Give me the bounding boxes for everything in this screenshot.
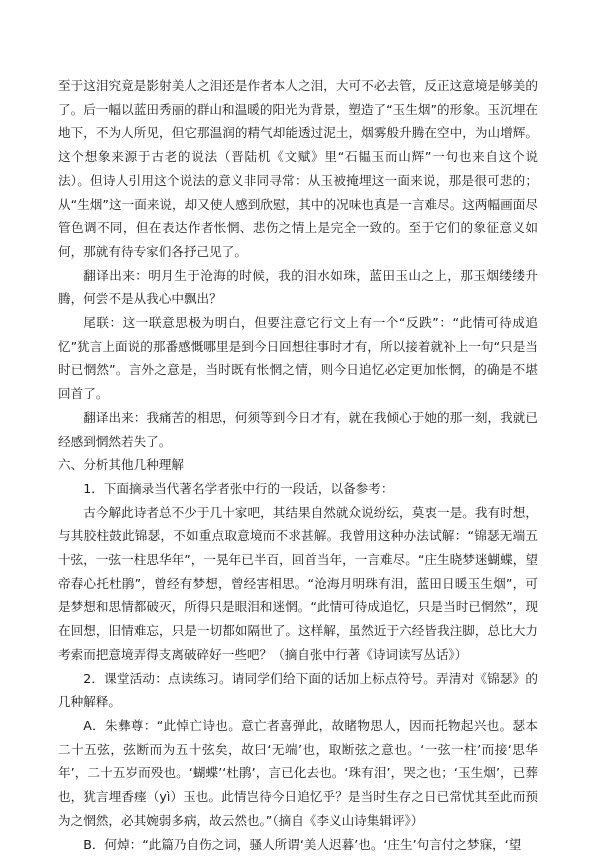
paragraph-option-a-zhu-yizun: A．朱彝尊：“此悼亡诗也。意亡者喜弹此，故睹物思人，因而托物起兴也。瑟本二十五弦，弦断而为五十弦矣，故曰‘无端’也，取断弦之意也。‘一弦一柱’而接‘思华年’，二十五岁而殁也。‘蝴蝶’‘杜鹃’，言已化去也。‘珠有泪’，哭之也；‘玉生烟’，已葬也，犹言埋香瘗（yì）玉也。此情岂待今日追忆乎？是当时生存之日已常忧其至此而预为之惘然，必其婉弱多病，故云然也。”（摘自《李义山诗集辑评》） [58, 714, 538, 833]
document-body [58, 74, 538, 856]
paragraph-final-couplet: 尾联：这一联意思极为明白，但要注意它行文上有一个“反跌”：“此情可待成追忆”犹言上面说的那番感慨哪里是到今日回想往事时才有，所以接着就补上一句“只是当时已惘然”。言外之意是，当时既有怅惘之情，则今日追忆必定更加怅惘，的确是不堪回首了。 [58, 311, 538, 406]
paragraph-pearl-jade-analysis: 至于这泪究竟是影射美人之泪还是作者本人之泪，大可不必去管，反正这意境是够美的了。后一幅以蓝田秀丽的群山和温暖的阳光为背景，塑造了“玉生烟”的形象。玉沉埋在地下，不为人所见，但它那温润的精气却能透过泥土，烟雾般升腾在空中，为山增辉。这个想象来源于古老的说法（晋陆机《文赋》里“石韫玉而山辉”一句也来自这个说法）。但诗人引用这个说法的意义非同寻常：从玉被掩埋这一面来说，那是很可悲的；从“生烟”这一面来说，却又使人感到欣慰，其中的况味也真是一言难尽。这两幅画面尽管色调不同，但在表达作者怅惘、悲伤之情上是完全一致的。至于它们的象征意义如何，那就有待专家们各抒己见了。 [58, 74, 538, 264]
paragraph-option-b-he-zhuo: B．何焯：“此篇乃自伤之词，骚人所谓‘美人迟暮’也。‘庄生’句言付之梦寐，‘望 [58, 833, 538, 856]
section-heading-other-interpretations: 六、分析其他几种理解 [58, 453, 538, 477]
paragraph-translation-final-couplet: 翻译出来：我痛苦的相思，何须等到今日才有，就在我倾心于她的那一刻，我就已经感到惘然若失了。 [58, 406, 538, 453]
paragraph-translation-neck-couplet: 翻译出来：明月生于沧海的时候，我的泪水如珠，蓝田玉山之上，那玉烟缕缕升腾，何尝不是从我心中飘出？ [58, 264, 538, 311]
paragraph-item-1-intro: 1．下面摘录当代著名学者张中行的一段话，以备参考： [58, 477, 538, 501]
paragraph-zhang-zhongxing-quote: 古今解此诗者总不少于几十家吧，其结果自然就众说纷纭，莫衷一是。我有时想，与其胶柱鼓此锦瑟，不如重点取意境而不求甚解。我曾用这种办法试解：“锦瑟无端五十弦，一弦一柱思华年”，一晃年已半百，回首当年，一言难尽。“庄生晓梦迷蝴蝶，望帝春心托杜鹃”，曾经有梦想，曾经害相思。“沧海月明珠有泪，蓝田日暖玉生烟”，可是梦想和思情都破灭，所得只是眼泪和迷惘。“此情可待成追忆，只是当时已惘然”，现在回想，旧情难忘，只是一切都如隔世了。这样解，虽然近于六经皆我注脚，总比大力考索而把意境弄得支离破碎好一些吧？（摘自张中行著《诗词读写丛话》） [58, 501, 538, 667]
paragraph-item-2-activity: 2．课堂活动：点读练习。请同学们给下面的话加上标点符号。弄清对《锦瑟》的几种解释。 [58, 667, 538, 714]
